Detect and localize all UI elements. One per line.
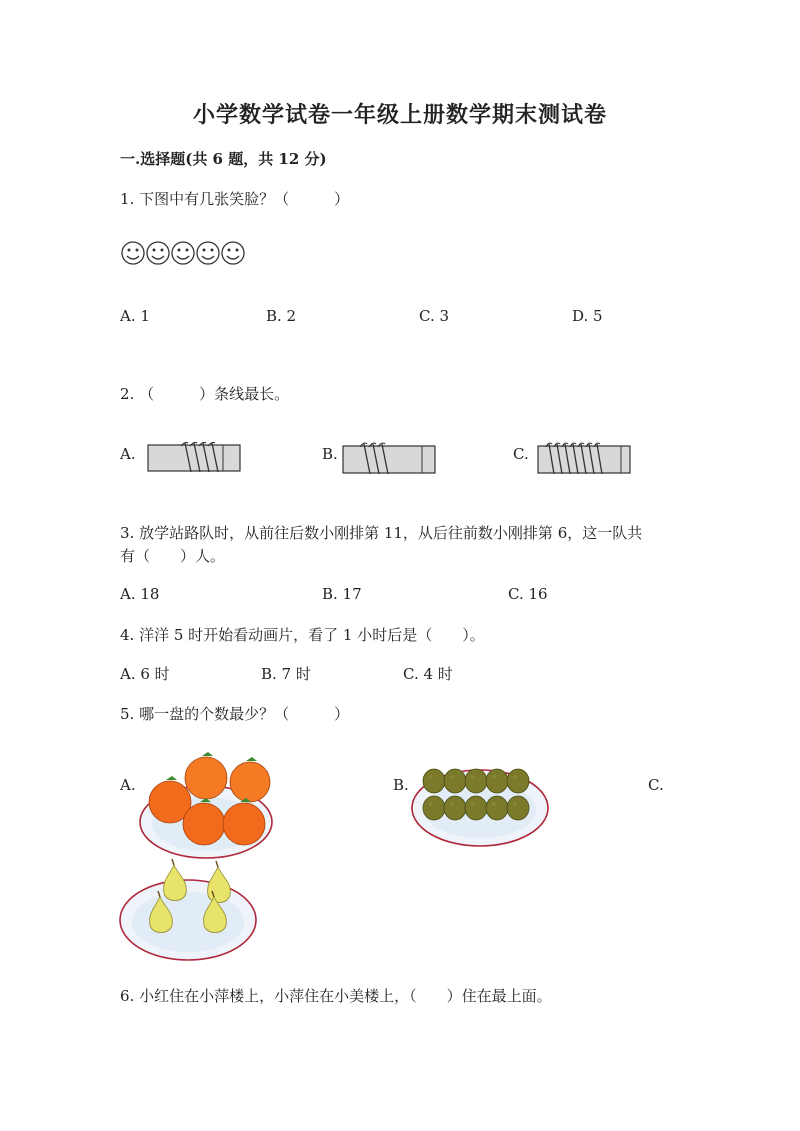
smiley-face-icon (122, 242, 144, 264)
smiley-face-icon (172, 242, 194, 264)
question-3-option-c[interactable]: C. 16 (508, 585, 548, 603)
kiwi-icon (444, 769, 466, 793)
question-1-option-c[interactable]: C. 3 (419, 307, 450, 325)
pear-plate-figure (118, 855, 263, 965)
question-1-option-b[interactable]: B. 2 (266, 307, 297, 325)
question-3-option-b[interactable]: B. 17 (322, 585, 362, 603)
question-4-option-b[interactable]: B. 7 时 (261, 665, 311, 683)
question-2-stem: 2. （ ）条线最长。 (120, 385, 290, 403)
question-3-stem-line2: 有（ ）人。 (120, 547, 226, 565)
question-2-option-b[interactable]: B. (322, 445, 338, 463)
kiwi-icon (423, 796, 445, 820)
question-4-option-c[interactable]: C. 4 时 (403, 665, 453, 683)
kiwi-icon (444, 796, 466, 820)
smiley-faces-figure (120, 240, 250, 268)
pear-icon (208, 861, 231, 903)
question-4-option-a[interactable]: A. 6 时 (120, 665, 170, 683)
section-heading: 一.选择题(共 6 题，共 12 分) (120, 150, 327, 168)
orange-icon (185, 752, 227, 799)
question-1-option-d[interactable]: D. 5 (572, 307, 603, 325)
orange-icon (230, 757, 270, 802)
question-3-option-a[interactable]: A. 18 (120, 585, 160, 603)
smiley-face-icon (147, 242, 169, 264)
kiwi-icon (507, 796, 529, 820)
question-3-stem-line1: 3. 放学站路队时，从前往后数小刚排第 11，从后往前数小刚排第 6，这一队共 (120, 524, 643, 542)
question-5-stem: 5. 哪一盘的个数最少？（ ） (120, 705, 350, 723)
kiwi-icon (465, 796, 487, 820)
question-1-stem: 1. 下图中有几张笑脸？（ ） (120, 190, 350, 208)
rope-block-c-figure (537, 440, 633, 476)
question-4-stem: 4. 洋洋 5 时开始看动画片，看了 1 小时后是（ ）。 (120, 626, 485, 644)
orange-plate-figure (138, 752, 278, 862)
question-2-option-a[interactable]: A. (120, 445, 136, 463)
question-5-option-b[interactable]: B. (393, 776, 409, 794)
kiwi-icon (507, 769, 529, 793)
rope-block-b-figure (342, 440, 438, 476)
question-2-option-c[interactable]: C. (513, 445, 529, 463)
kiwi-icon (486, 769, 508, 793)
kiwi-plate-figure (410, 760, 552, 850)
rope-block-a-figure (147, 440, 243, 474)
page-title: 小学数学试卷一年级上册数学期末测试卷 (192, 102, 607, 128)
kiwi-icon (486, 796, 508, 820)
kiwi-icon (465, 769, 487, 793)
smiley-face-icon (222, 242, 244, 264)
pear-icon (164, 859, 187, 901)
question-5-option-c[interactable]: C. (648, 776, 664, 794)
question-6-stem: 6. 小红住在小萍楼上，小萍住在小美楼上，（ ）住在最上面。 (120, 987, 552, 1005)
question-1-option-a[interactable]: A. 1 (120, 307, 150, 325)
smiley-face-icon (197, 242, 219, 264)
kiwi-icon (423, 769, 445, 793)
question-5-option-a[interactable]: A. (120, 776, 136, 794)
